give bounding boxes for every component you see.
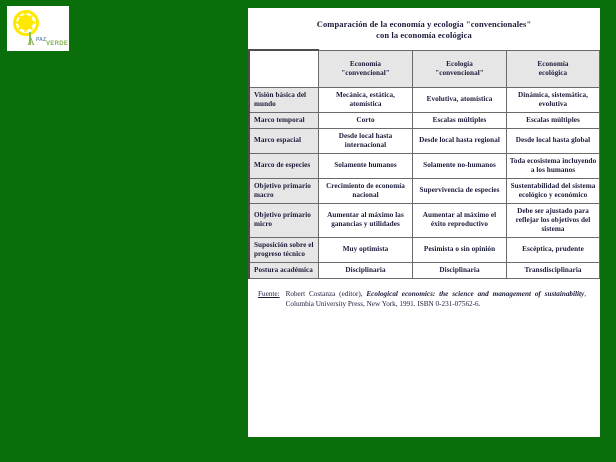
page-title-line-1: Comparación de la economía y ecología "convencionales" bbox=[316, 19, 532, 29]
table-cell: Toda ecosistema incluyendo a los humanos bbox=[507, 153, 600, 178]
table-head bbox=[249, 50, 600, 87]
table-cell: Pesimista o sin opinión bbox=[413, 237, 507, 262]
table-cell: Desde local hasta internacional bbox=[319, 128, 413, 153]
site-logo bbox=[7, 6, 69, 51]
table-cell: Dinámica, sistemática, evolutiva bbox=[507, 87, 600, 112]
table-row bbox=[249, 203, 600, 237]
page-title bbox=[248, 8, 600, 41]
column-header-line-1: Economía bbox=[537, 59, 569, 68]
column-header-line-2: "convencional" bbox=[341, 68, 390, 77]
table-cell: Mecánica, estática, atomística bbox=[319, 87, 413, 112]
table-cell: Escalas múltiples bbox=[413, 112, 507, 128]
document-panel bbox=[248, 8, 600, 437]
source-italic-title: Ecological economics: the science and management of sustainability bbox=[366, 289, 585, 298]
source-part-1: Robert Costanza (editor), bbox=[285, 289, 367, 298]
table-row bbox=[249, 112, 600, 128]
column-header-ecologia-convencional bbox=[413, 50, 507, 87]
logo-wordmark bbox=[27, 35, 69, 49]
row-header: Marco de especies bbox=[249, 153, 319, 178]
table-cell: Sustentabilidad del sistema ecológico y económico bbox=[507, 178, 600, 203]
column-header-line-1: Ecología bbox=[446, 59, 473, 68]
row-header: Marco temporal bbox=[249, 112, 319, 128]
row-header: Visión básica del mundo bbox=[249, 87, 319, 112]
table-cell: Aumentar al máximo las ganancias y utilidades bbox=[319, 203, 413, 237]
table-cell: Aumentar al máximo el éxito reproductivo bbox=[413, 203, 507, 237]
table-row bbox=[249, 262, 600, 278]
logo-letter-a: A bbox=[27, 36, 35, 48]
table-cell: Desde local hasta global bbox=[507, 128, 600, 153]
table-cell: Evolutiva, atomística bbox=[413, 87, 507, 112]
table-cell: Disciplinaria bbox=[413, 262, 507, 278]
table-cell: Transdisciplinaria bbox=[507, 262, 600, 278]
row-header: Objetivo primario macro bbox=[249, 178, 319, 203]
table-row bbox=[249, 178, 600, 203]
source-label: Fuente: bbox=[258, 289, 280, 298]
row-header: Suposición sobre el progreso técnico bbox=[249, 237, 319, 262]
row-header: Objetivo primario micro bbox=[249, 203, 319, 237]
source-text bbox=[286, 289, 586, 310]
column-header-economia-ecologica bbox=[507, 50, 600, 87]
table-cell: Solamente no-humanos bbox=[413, 153, 507, 178]
column-header-line-1: Economía bbox=[349, 59, 382, 68]
logo-word-paz: PAZ bbox=[36, 37, 47, 43]
column-header-line-2: ecológica bbox=[538, 68, 568, 77]
table-cell: Escéptica, prudente bbox=[507, 237, 600, 262]
column-header-line-2: "convencional" bbox=[435, 68, 484, 77]
page-title-line-2: con la economía ecológica bbox=[376, 30, 472, 40]
table-cell: Escalas múltiples bbox=[507, 112, 600, 128]
table-header-row bbox=[249, 50, 600, 87]
table-row bbox=[249, 87, 600, 112]
table-row bbox=[249, 153, 600, 178]
source-citation bbox=[258, 289, 586, 310]
table-cell: Corto bbox=[319, 112, 413, 128]
table-corner-cell bbox=[249, 50, 319, 87]
row-header: Marco espacial bbox=[249, 128, 319, 153]
column-header-economia-convencional bbox=[319, 50, 413, 87]
comparison-table bbox=[248, 49, 600, 279]
table-row bbox=[249, 128, 600, 153]
table-cell: Disciplinaria bbox=[319, 262, 413, 278]
table-cell: Supervivencia de especies bbox=[413, 178, 507, 203]
row-header: Postura académica bbox=[249, 262, 319, 278]
table-body bbox=[249, 87, 600, 278]
source-part-2: , Columbia University Press, New York, 1991. ISBN 0-231-07562-6. bbox=[285, 289, 586, 308]
table-row bbox=[249, 237, 600, 262]
sun-core-icon bbox=[18, 15, 33, 30]
table-cell: Crecimiento de economía nacional bbox=[319, 178, 413, 203]
logo-word-verde: VERDE bbox=[46, 41, 69, 47]
table-cell: Desde local hasta regional bbox=[413, 128, 507, 153]
table-cell: Muy optimista bbox=[319, 237, 413, 262]
table-cell: Debe ser ajustado para reflejar los objetivos del sistema bbox=[507, 203, 600, 237]
table-cell: Solamente humanos bbox=[319, 153, 413, 178]
